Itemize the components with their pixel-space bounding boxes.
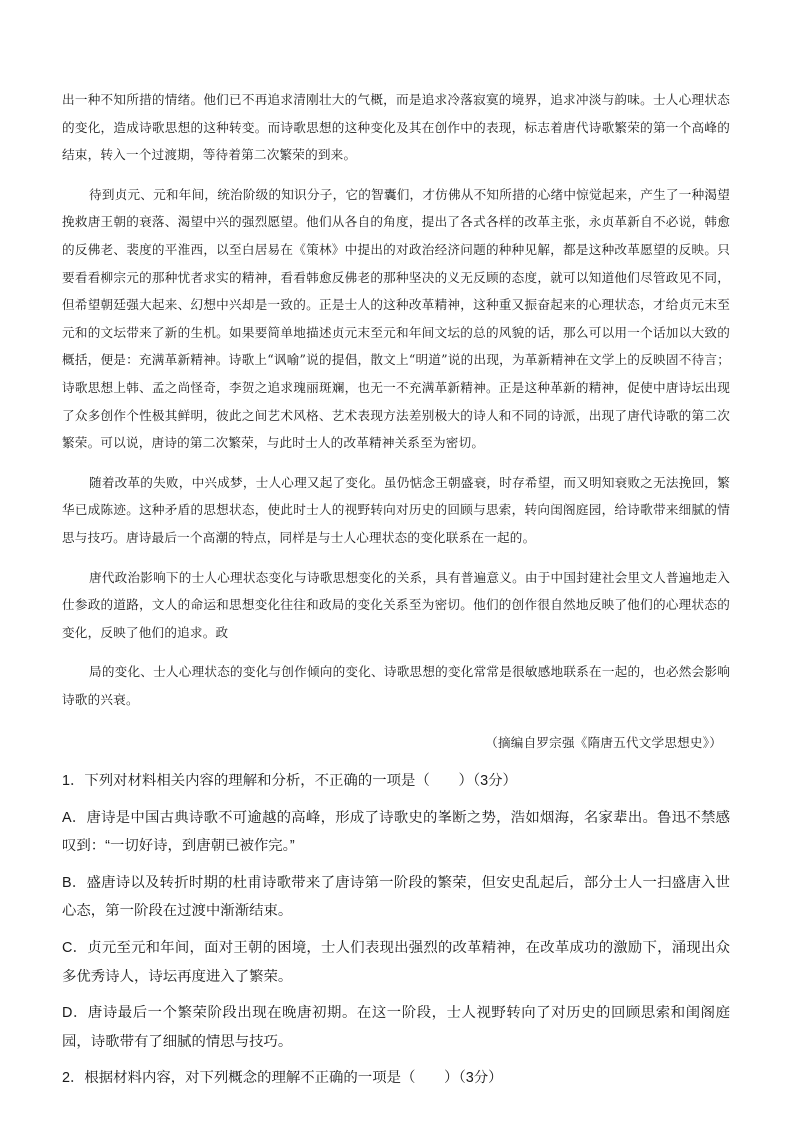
passage-paragraph-1: 出一种不知所措的情绪。他们已不再追求清刚壮大的气概，而是追求冷落寂寞的境界，追求冲淡与韵味。士人心理状态的变化，造成诗歌思想的这种转变。而诗歌思想的这种变化及其在创作中的表现，标志着唐代诗歌繁荣的第一个高峰的结束，转入一个过渡期，等待着第二次繁荣的到来。 <box>62 92 730 163</box>
question-1-stem: 1．下列对材料相关内容的理解和分析，不正确的一项是（ ）（3分） <box>62 773 517 790</box>
passage-paragraph-4: 唐代政治影响下的士人心理状态变化与诗歌思想变化的关系，具有普遍意义。由于中国封建社会里文人普遍地走入仕参政的道路，文人的命运和思想变化往往和政局的变化关系至为密切。他们的创作很自然地反映了他们的心理状态的变化，反映了他们的追求。政 <box>62 569 730 640</box>
question-2-stem: 2．根据材料内容，对下列概念的理解不正确的一项是（ ）（3分） <box>62 1070 503 1087</box>
passage-paragraph-5: 局的变化、士人心理状态的变化与创作倾向的变化、诗歌思想的变化常常是很敏感地联系在一起的，也必然会影响诗歌的兴衰。 <box>62 664 730 707</box>
question-1-option-b: B．盛唐诗以及转折时期的杜甫诗歌带来了唐诗第一阶段的繁荣，但安史乱起后，部分士人一扫盛唐入世心态，第一阶段在过渡中渐渐结束。 <box>62 874 730 920</box>
passage-source: （摘编自罗宗强《隋唐五代文学思想史》） <box>485 735 722 751</box>
passage-paragraph-2: 待到贞元、元和年间，统治阶级的知识分子，它的智囊们，才仿佛从不知所措的心绪中惊觉起来，产生了一种渴望挽救唐王朝的衰落、渴望中兴的强烈愿望。他们从各自的角度，提出了各式各样的改革主张，永贞革新自不必说，韩愈的反佛老、裴度的平淮西，以至白居易在《策林》中提出的对政治经济问题的种种见解，都是这种改革愿望的反映。只要看看柳宗元的那种忧者求实的精神，看看韩愈反佛老的那种坚决的义无反顾的态度，就可以知道他们尽管政见不同，但希望朝廷强大起来、幻想中兴却是一致的。正是士人的这种改革精神，这种重又振奋起来的心理状态，才给贞元末至元和的文坛带来了新的生机。如果要简单地描述贞元末至元和年间文坛的总的风貌的话，那么可以用一个话加以大致的概括，便是：充满革新精神。诗歌上“讽喻”说的提倡，散文上“明道”说的出现，为革新精神在文学上的反映固不待言；诗歌思想上韩、孟之尚怪奇，李贺之追求瑰丽斑斓，也无一不充满革新精神。正是这种革新的精神，促使中唐诗坛出现了众多创作个性极其鲜明，彼此之间艺术风格、艺术表现方法差别极大的诗人和不同的诗派，出现了唐代诗歌的第二次繁荣。可以说，唐诗的第二次繁荣，与此时士人的改革精神关系至为密切。 <box>62 186 730 451</box>
question-1-option-c: C．贞元至元和年间，面对王朝的困境，士人们表现出强烈的改革精神，在改革成功的激励下，涌现出众多优秀诗人，诗坛再度进入了繁荣。 <box>62 940 730 985</box>
passage-paragraph-3: 随着改革的失败，中兴成梦，士人心理又起了变化。虽仍惦念王朝盛衰，时存希望，而又明知衰败之无法挽回，繁华已成陈迹。这种矛盾的思想状态，使此时士人的视野转向对历史的回顾与思索，转向闺阁庭园，给诗歌带来细腻的情思与技巧。唐诗最后一个高潮的特点，同样是与士人心理状态的变化联系在一起的。 <box>62 474 730 545</box>
question-1-option-a: A．唐诗是中国古典诗歌不可逾越的高峰，形成了诗歌史的峯断之势，浩如烟海，名家辈出。鲁迅不禁感叹到：“一切好诗，到唐朝已被作完。” <box>62 809 730 855</box>
question-1-option-d: D．唐诗最后一个繁荣阶段出现在晚唐初期。在这一阶段，士人视野转向了对历史的回顾思索和闺阁庭园，诗歌带有了细腻的情思与技巧。 <box>62 1005 730 1050</box>
document-page <box>62 86 730 1101</box>
